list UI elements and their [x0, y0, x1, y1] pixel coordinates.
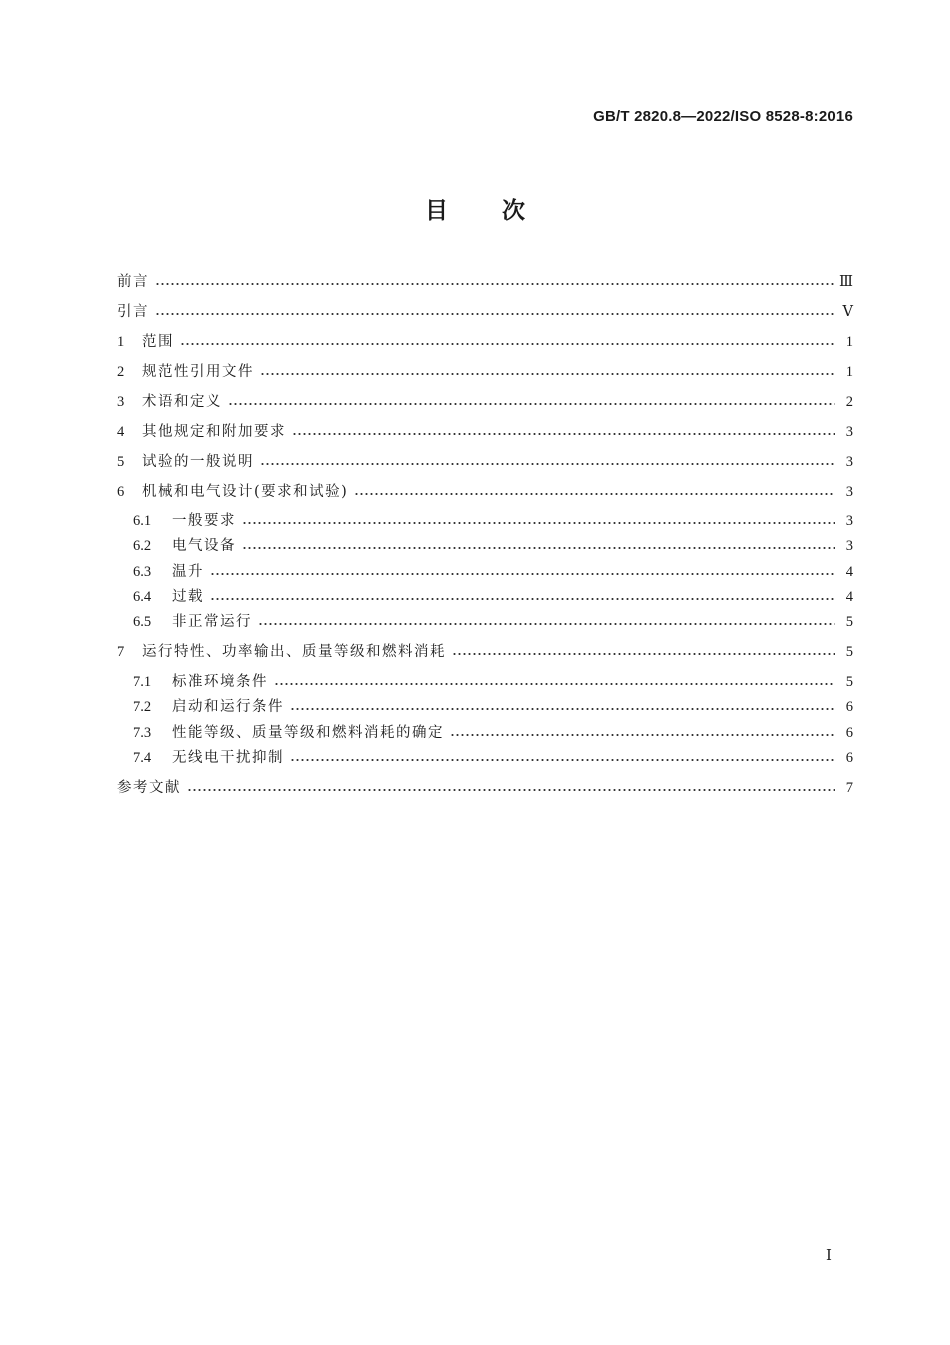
toc-entry-number: 4: [117, 424, 125, 440]
toc-subentry[interactable]: [133, 721, 853, 745]
page-number: Ⅰ: [826, 1248, 832, 1264]
toc-entry-label: 运行特性、功率输出、质量等级和燃料消耗: [142, 644, 446, 660]
dot-leader: [292, 432, 835, 436]
toc-entry-label: 规范性引用文件: [142, 364, 254, 380]
toc-entry-label: 启动和运行条件: [172, 699, 284, 715]
dot-leader: [228, 402, 835, 406]
toc-entry-number: 6.2: [133, 538, 152, 554]
toc-entry-number: 6.3: [133, 564, 152, 580]
toc-entry-label: 非正常运行: [172, 614, 252, 630]
dot-leader: [155, 282, 835, 286]
toc-entry-number: 2: [117, 364, 125, 380]
dot-leader: [242, 546, 835, 550]
toc-entry-number: 7.2: [133, 699, 152, 715]
dot-leader: [187, 788, 835, 792]
toc-entry-label: 参考文献: [117, 780, 181, 796]
dot-leader: [450, 733, 835, 737]
dot-leader: [155, 312, 835, 316]
toc-entry-page: 4: [845, 564, 853, 580]
toc-entry-number: 3: [117, 394, 125, 410]
toc-entry-page: Ⅴ: [842, 304, 853, 320]
toc-entry-page: 6: [845, 699, 853, 715]
dot-leader: [260, 372, 835, 376]
toc-subentry[interactable]: [133, 560, 853, 584]
toc-entry-number: 6: [117, 484, 125, 500]
dot-leader: [274, 682, 835, 686]
toc-entry-label: 一般要求: [172, 513, 236, 529]
toc-subentry[interactable]: [133, 534, 853, 558]
dot-leader: [260, 462, 835, 466]
toc-entry-page: 3: [845, 538, 853, 554]
toc-entry-number: 7.4: [133, 750, 152, 766]
toc-entry-label: 标准环境条件: [172, 674, 268, 690]
toc-entry[interactable]: [117, 480, 853, 504]
toc-subentry[interactable]: [133, 585, 853, 609]
toc-entry-page: 5: [845, 674, 853, 690]
toc-entry-page: 5: [845, 614, 853, 630]
toc-entry-page: 6: [845, 725, 853, 741]
toc-entry-label: 前言: [117, 274, 149, 290]
toc-entry[interactable]: [117, 450, 853, 474]
toc-entry-number: 7: [117, 644, 125, 660]
toc-subentry[interactable]: [133, 509, 853, 533]
toc-entry[interactable]: [117, 420, 853, 444]
toc-entry-label: 过载: [172, 589, 204, 605]
dot-leader: [180, 342, 835, 346]
toc-entry-label: 性能等级、质量等级和燃料消耗的确定: [172, 725, 444, 741]
toc-entry-page: 7: [845, 780, 853, 796]
dot-leader: [210, 597, 835, 601]
toc-entry-number: 5: [117, 454, 125, 470]
toc-entry-page: 6: [845, 750, 853, 766]
toc-entry-label: 术语和定义: [142, 394, 222, 410]
toc-entry-page: 3: [845, 454, 853, 470]
toc-subentry[interactable]: [133, 670, 853, 694]
toc-entry-page: 1: [845, 364, 853, 380]
toc-entry[interactable]: [117, 330, 853, 354]
toc-entry-page: 5: [845, 644, 853, 660]
toc-entry-page: 2: [845, 394, 853, 410]
toc-entry[interactable]: [117, 390, 853, 414]
toc-subentry[interactable]: [133, 695, 853, 719]
toc-entry-number: 6.5: [133, 614, 152, 630]
toc-entry-number: 6.1: [133, 513, 152, 529]
toc-entry-page: 1: [845, 334, 853, 350]
toc-subentry[interactable]: [133, 610, 853, 634]
standard-code: GB/T 2820.8—2022/ISO 8528-8:2016: [593, 108, 853, 125]
toc-entry[interactable]: [117, 300, 853, 324]
toc-entry-number: 7.3: [133, 725, 152, 741]
dot-leader: [290, 707, 835, 711]
dot-leader: [452, 652, 835, 656]
toc-entry-label: 无线电干扰抑制: [172, 750, 284, 766]
toc-entry-page: Ⅲ: [839, 274, 853, 290]
toc-entry-number: 1: [117, 334, 125, 350]
dot-leader: [210, 572, 835, 576]
toc-entry-label: 引言: [117, 304, 149, 320]
toc-subentry[interactable]: [133, 746, 853, 770]
toc-entry-page: 3: [845, 513, 853, 529]
dot-leader: [290, 758, 835, 762]
toc-entry[interactable]: [117, 640, 853, 664]
page-title: 目次: [425, 198, 579, 224]
toc-entry-label: 试验的一般说明: [142, 454, 254, 470]
toc-entry[interactable]: [117, 360, 853, 384]
toc-entry-number: 6.4: [133, 589, 152, 605]
dot-leader: [258, 622, 835, 626]
dot-leader: [354, 492, 835, 496]
toc-entry-label: 温升: [172, 564, 204, 580]
toc-entry-label: 范围: [142, 334, 174, 350]
toc-entry-page: 3: [845, 424, 853, 440]
toc-entry-label: 其他规定和附加要求: [142, 424, 286, 440]
toc-entry-label: 机械和电气设计(要求和试验): [142, 484, 349, 500]
toc-entry[interactable]: [117, 776, 853, 800]
toc-entry-label: 电气设备: [172, 538, 236, 554]
dot-leader: [242, 521, 835, 525]
toc-entry-page: 4: [845, 589, 853, 605]
toc-entry-number: 7.1: [133, 674, 152, 690]
toc-entry-page: 3: [845, 484, 853, 500]
toc-entry[interactable]: [117, 270, 853, 294]
